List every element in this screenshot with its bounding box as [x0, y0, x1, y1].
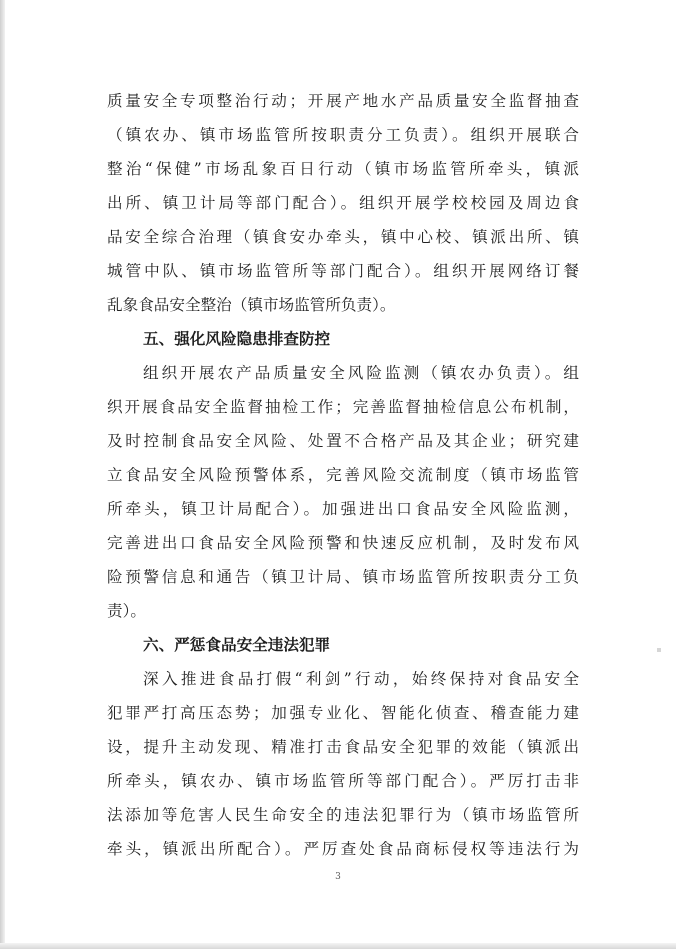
paragraph-rectification — [107, 84, 579, 322]
page-bottom-edge — [0, 943, 676, 949]
paragraph-crime-crackdown — [107, 662, 579, 866]
text-line: 所牵头，镇卫计局配合）。加强进出口食品安全风险监测， — [107, 500, 579, 518]
text-line: 所牵头，镇农办、镇市场监管所等部门配合）。严厉打击非 — [107, 772, 579, 790]
text-line: 责）。 — [107, 602, 146, 620]
text-line: 织开展食品安全监督抽检工作；完善监督抽检信息公布机制， — [107, 398, 579, 416]
text-line: （镇农办、镇市场监管所按职责分工负责）。组织开展联合 — [107, 126, 579, 144]
text-line: 险预警信息和通告（镇卫计局、镇市场监管所按职责分工负 — [107, 568, 579, 586]
text-line: 深入推进食品打假“利剑”行动，始终保持对食品安全 — [143, 670, 579, 688]
text-line: 质量安全专项整治行动；开展产地水产品质量安全监督抽查 — [107, 92, 579, 110]
text-line: 品安全综合治理（镇食安办牵头，镇中心校、镇派出所、镇 — [107, 228, 579, 246]
text-line: 犯罪严打高压态势；加强专业化、智能化侦查、稽查能力建 — [107, 704, 579, 722]
text-line: 法添加等危害人民生命安全的违法犯罪行为（镇市场监管所 — [107, 806, 579, 824]
text-line: 整治“保健”市场乱象百日行动（镇市场监管所牵头，镇派 — [107, 160, 579, 178]
section-heading-risk-control: 五、强化风险隐患排查防控 — [143, 330, 331, 348]
page-left-edge — [0, 0, 5, 949]
text-line: 立食品安全风险预警体系，完善风险交流制度（镇市场监管 — [107, 466, 579, 484]
text-line: 乱象食品安全整治（镇市场监管所负责）。 — [107, 296, 396, 314]
text-line: 出所、镇卫计局等部门配合）。组织开展学校校园及周边食 — [107, 194, 579, 212]
scan-speck — [657, 648, 661, 652]
text-line: 设，提升主动发现、精准打击食品安全犯罪的效能（镇派出 — [107, 738, 579, 756]
section-heading-crime-crackdown: 六、严惩食品安全违法犯罪 — [143, 636, 331, 654]
page-number: 3 — [335, 872, 341, 882]
text-line: 及时控制食品安全风险、处置不合格产品及其企业；研究建 — [107, 432, 579, 450]
text-line: 完善进出口食品安全风险预警和快速反应机制，及时发布风 — [107, 534, 579, 552]
text-line: 牵头，镇派出所配合）。严厉查处食品商标侵权等违法行为 — [107, 840, 579, 858]
paragraph-risk-control — [107, 356, 579, 628]
document-body — [107, 84, 579, 866]
text-line: 城管中队、镇市场监管所等部门配合）。组织开展网络订餐 — [107, 262, 579, 280]
text-line: 组织开展农产品质量安全风险监测（镇农办负责）。组 — [143, 364, 579, 382]
